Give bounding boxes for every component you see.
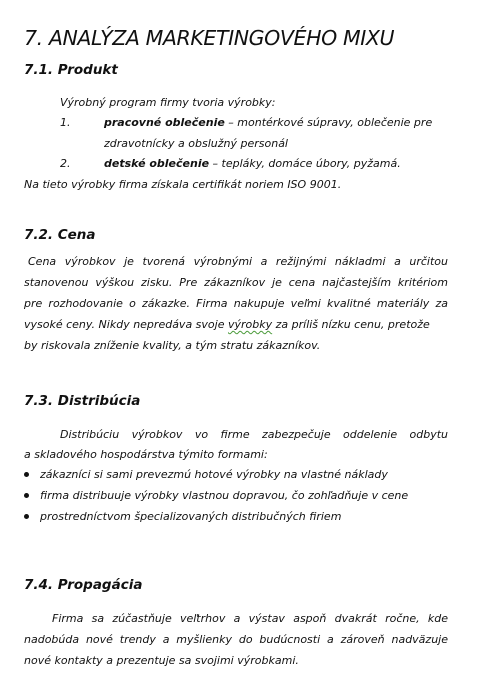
cena-line-5: by riskovala zníženie kvality, a tým stratu zákazníkov. (24, 339, 321, 352)
cena-line-2: stanovenou výškou zisku. Pre zákazníkov je cena najčastejším kritériom (24, 276, 448, 289)
produkt-intro: Výrobný program firmy tvoria výrobky: (60, 96, 276, 109)
list-item-number: 2. (60, 157, 71, 170)
cena-line-1: Cena výrobkov je tvorená výrobnými a režijnými nákladmi a určitou (28, 255, 448, 268)
list-item: firma distribuuje výrobky vlastnou dopravou, čo zohľadňuje v cene (40, 489, 409, 502)
section-heading-propagacia: 7.4. Propagácia (24, 577, 143, 593)
list-item-term: pracovné oblečenie (104, 116, 225, 129)
spellcheck-underline: výrobky (227, 318, 273, 331)
list-item-description: – montérkové súpravy, oblečenie pre (224, 116, 433, 129)
list-item-detske (104, 153, 450, 174)
list-item-number: 1. (60, 116, 71, 129)
page-title: 7. ANALÝZA MARKETINGOVÉHO MIXU (24, 26, 395, 50)
list-item-description: – tepláky, domáce úbory, pyžamá. (209, 157, 401, 170)
bullet-icon (24, 493, 29, 498)
distribucia-line-1: Distribúciu výrobkov vo firme zabezpečuje oddelenie odbytu (60, 428, 448, 441)
cena-line-3: pre rozhodovanie o zákazke. Firma nakupuje veľmi kvalitné materiály za (24, 297, 448, 310)
bullet-icon (24, 514, 29, 519)
propagacia-line-3: nové kontakty a prezentuje sa svojimi výrobkami. (24, 654, 299, 667)
section-heading-distribucia: 7.3. Distribúcia (24, 393, 141, 409)
list-item: prostredníctvom špecializovaných distribučných firiem (40, 510, 342, 523)
bullet-icon (24, 472, 29, 477)
cena-line-4: vysoké ceny. Nikdy nepredáva svoje výrobky za príliš nízku cenu, pretože (24, 318, 430, 331)
list-item-pracovne (104, 112, 450, 133)
list-item: zákazníci si sami prevezmú hotové výrobky na vlastné náklady (40, 468, 388, 481)
produkt-certificate: Na tieto výrobky firma získala certifikát noriem ISO 9001. (24, 178, 342, 191)
section-heading-cena: 7.2. Cena (24, 227, 96, 243)
section-heading-produkt: 7.1. Produkt (24, 62, 118, 78)
distribucia-line-2: a skladového hospodárstva týmito formami: (24, 448, 268, 461)
list-item-continuation: zdravotnícky a obslužný personál (104, 137, 288, 150)
list-item-term: detské oblečenie (104, 157, 210, 170)
propagacia-line-1: Firma sa zúčastňuje veľtrhov a výstav aspoň dvakrát ročne, kde (52, 612, 448, 625)
propagacia-line-2: nadobúda nové trendy a myšlienky do budúcnosti a zároveň nadväzuje (24, 633, 448, 646)
